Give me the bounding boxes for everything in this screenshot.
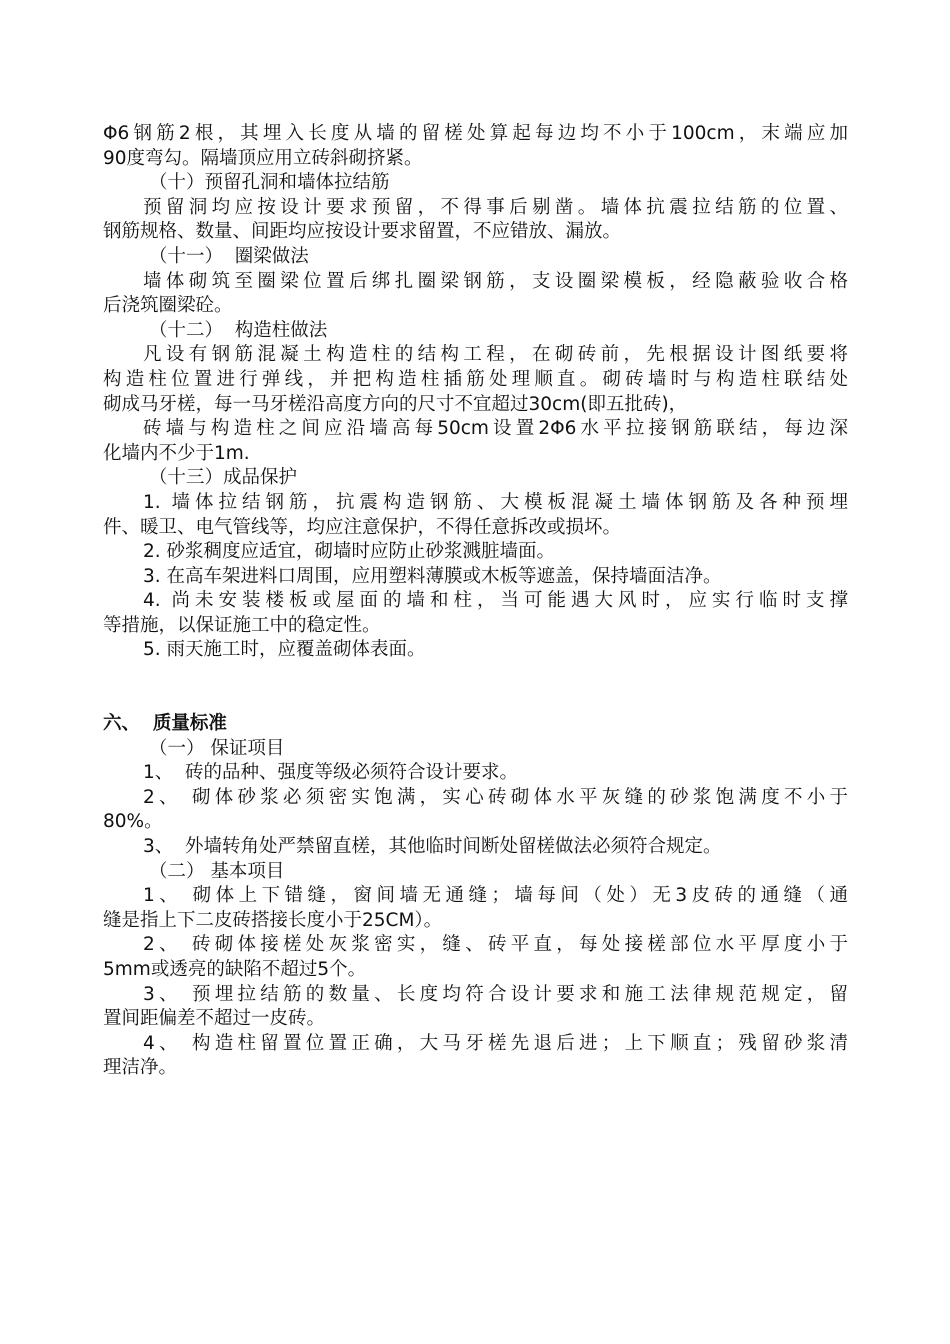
section-heading: （十一） 圈梁做法: [149, 245, 309, 267]
list-item: 5. 雨天施工时，应覆盖砌体表面。: [143, 639, 426, 661]
section-heading: （十）预留孔洞和墙体拉结筋: [149, 172, 390, 194]
chapter-heading: 六、 质量标准: [103, 713, 227, 735]
text-line: 90度弯勾。隔墙顶应用立砖斜砌挤紧。: [103, 147, 423, 169]
blank-space: [103, 663, 848, 712]
text-line: 80%。: [103, 811, 163, 833]
list-item: 1. 墙体拉结钢筋，抗震构造钢筋、大模板混凝土墙体钢筋及各种预埋: [143, 491, 848, 513]
list-item: 1、 砖的品种、强度等级必须符合设计要求。: [143, 762, 519, 784]
text-line: Φ6钢筋2根，其埋入长度从墙的留槎处算起每边均不小于100cm，末端应加: [103, 123, 848, 144]
list-item: 3. 在高车架进料口周围，应用塑料薄膜或木板等遮盖，保持墙面洁净。: [143, 565, 722, 587]
text-line: 砖墙与构造柱之间应沿墙高每50cm设置2Φ6水平拉接钢筋联结，每边深: [143, 418, 848, 440]
text-line: 凡设有钢筋混凝土构造柱的结构工程，在砌砖前，先根据设计图纸要将: [143, 344, 848, 366]
section-heading: （一） 保证项目: [149, 737, 285, 759]
text-line: 墙体砌筑至圈梁位置后绑扎圈梁钢筋，支设圈梁模板，经隐蔽验收合格: [143, 270, 848, 292]
section-heading: （十三）成品保护: [149, 467, 298, 489]
section-heading: （十二） 构造柱做法: [149, 319, 328, 341]
text-line: 置间距偏差不超过一皮砖。: [103, 1008, 326, 1030]
text-line: 缝是指上下二皮砖搭接长度小于25CM）。: [103, 909, 443, 931]
document-body: [103, 122, 848, 1081]
text-line: 5mm或透亮的缺陷不超过5个。: [103, 959, 367, 980]
text-line: 钢筋规格、数量、间距均应按设计要求留置，不应错放、漏放。: [103, 221, 622, 243]
text-line: 等措施，以保证施工中的稳定性。: [103, 614, 381, 636]
list-item: 2. 砂浆稠度应适宜，砌墙时应防止砂浆溅脏墙面。: [143, 541, 556, 563]
text-line: 后浇筑圈梁砼。: [103, 295, 233, 317]
list-item: 1、 砌体上下错缝，窗间墙无通缝；墙每间（处）无3皮砖的通缝（通: [143, 885, 848, 907]
list-item: 3、 外墙转角处严禁留直槎，其他临时间断处留槎做法必须符合规定。: [143, 836, 722, 858]
text-line: 构造柱位置进行弹线，并把构造柱插筋处理顺直。砌砖墙时与构造柱联结处: [103, 368, 848, 390]
list-item: 4. 尚未安装楼板或屋面的墙和柱，当可能遇大风时，应实行临时支撑: [143, 590, 848, 612]
text-line: 预留洞均应按设计要求预留，不得事后剔凿。墙体抗震拉结筋的位置、: [143, 196, 848, 218]
text-line: 件、暖卫、电气管线等，均应注意保护，不得任意拆改或损坏。: [103, 516, 622, 538]
list-item: 4、 构造柱留置位置正确，大马牙槎先退后进；上下顺直；残留砂浆清: [143, 1032, 848, 1054]
text-line: 砌成马牙槎，每一马牙槎沿高度方向的尺寸不宜超过30cm(即五批砖)，: [103, 393, 688, 415]
list-item: 2、 砌体砂浆必须密实饱满，实心砖砌体水平灰缝的砂浆饱满度不小于: [143, 786, 848, 808]
list-item: 2、 砖砌体接槎处灰浆密实，缝、砖平直，每处接槎部位水平厚度小于: [143, 934, 848, 956]
list-item: 3、 预埋拉结筋的数量、长度均符合设计要求和施工法律规范规定，留: [143, 983, 848, 1005]
section-heading: （二） 基本项目: [149, 860, 285, 882]
text-line: 理洁净。: [103, 1057, 178, 1079]
text-line: 化墙内不少于1m.: [103, 442, 250, 464]
